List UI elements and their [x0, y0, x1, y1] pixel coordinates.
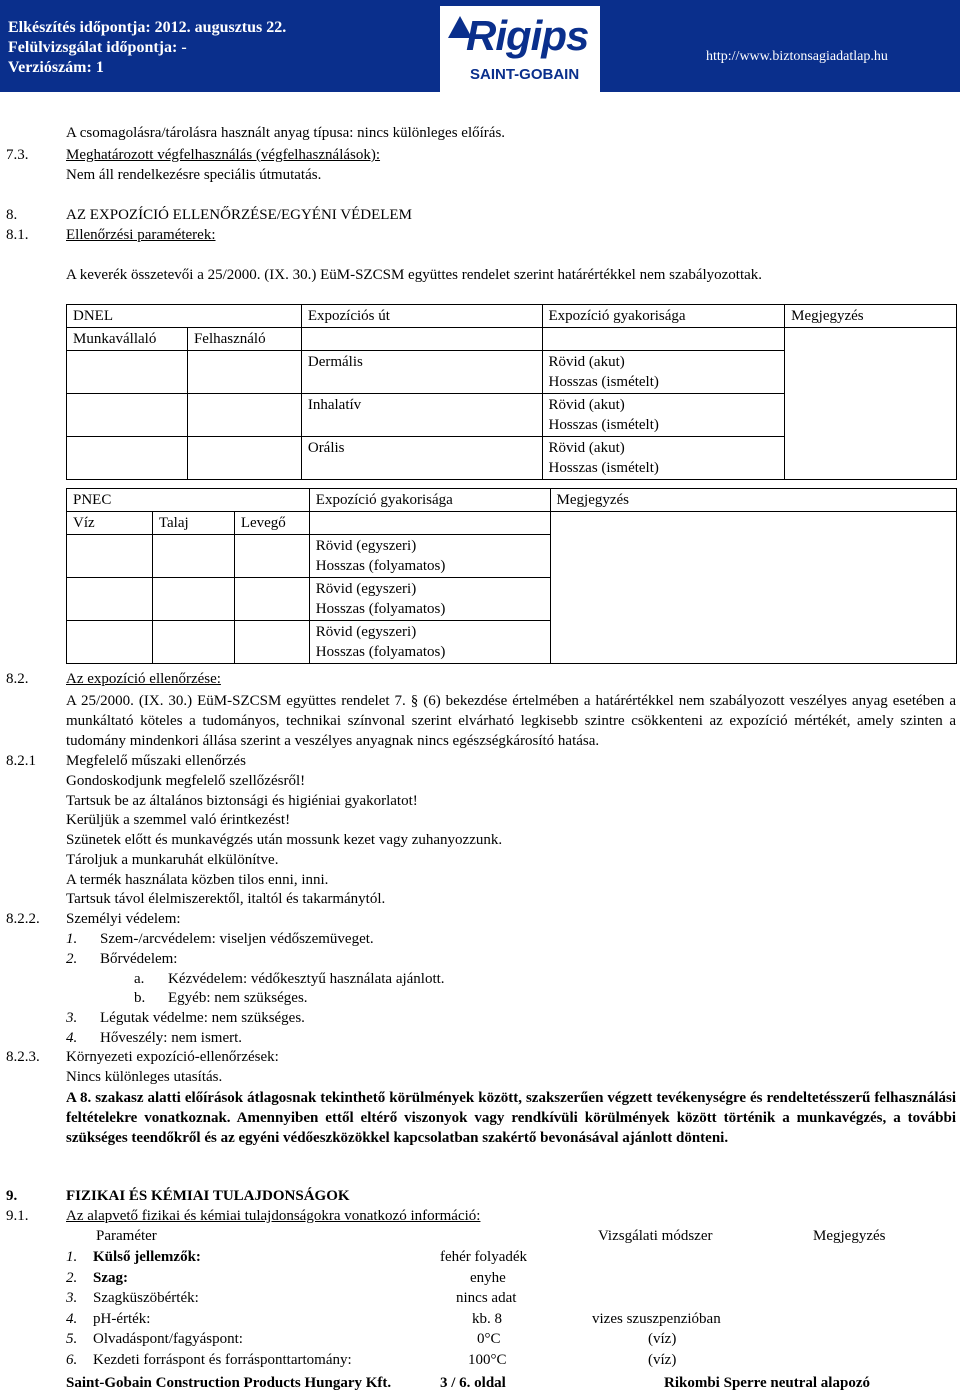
section-8-2-number: 8.2. [6, 671, 29, 687]
property-name: Külső jellemzők: [93, 1249, 201, 1265]
pnec-air-cell [234, 535, 309, 578]
section-8-1-title: Ellenőrzési paraméterek: [66, 227, 216, 243]
section-8-number: 8. [6, 207, 18, 223]
pnec-water-cell [67, 578, 153, 621]
ppe-item: Kézvédelem: védőkesztyű használata ajánlott. [168, 971, 445, 987]
property-name: Olvadáspont/fagyáspont: [93, 1331, 243, 1347]
property-method: (víz) [648, 1352, 677, 1368]
ppe-item: Bőrvédelem: [100, 951, 178, 967]
website-link[interactable]: http://www.biztonsagiadatlap.hu [706, 49, 888, 64]
dnel-route-cell: Dermális [301, 351, 542, 394]
list-item: Kerüljük a szemmel való érintkezést! [66, 812, 291, 828]
pnec-water-header: Víz [67, 512, 153, 535]
section-8-2-text: A 25/2000. (IX. 30.) EüM-SZCSM együttes rendelet 7. § (6) bekezdése értelmében a határértékkel nem szabályozott veszélyes anyag esetében a munkáltató köteles a tudományos, technikai színvonal szerint elvárható legkisebb szintre csökkenteni az expozíció mértékét, amely szinten a tudomány mindenkori állása szerint a veszélyes anyagnak nincs egészségkárosító hatása. [66, 693, 956, 749]
pnec-note-cell [550, 512, 956, 664]
property-number: 6. [66, 1352, 78, 1368]
dnel-route-cell: Inhalatív [301, 394, 542, 437]
dnel-note-header: Megjegyzés [785, 305, 957, 328]
list-item: Tároljuk a munkaruhát elkülönítve. [66, 852, 279, 868]
list-item: Tartsuk be az általános biztonsági és higiéniai gyakorlatot! [66, 793, 418, 809]
pnec-soil-cell [152, 535, 234, 578]
section-7-3-number: 7.3. [6, 147, 29, 163]
section-8-bold-note: A 8. szakasz alatti előírások átlagosnak tekinthető körülmények között, szakszerűen végzett tevékenységre és rendeltetésszerű felhasználási feltételekre vonatkoznak. Amennyiben ettől eltérő viszonyok vagy rendkívüli körülmények között történik a munkavégzés, a további szükséges teendőkről és az egyéni védőeszközökkel kapcsolatban szakértő bevonásával ajánlott dönteni. [66, 1090, 956, 1146]
property-name: Kezdeti forráspont és forrásponttartomány: [93, 1352, 352, 1368]
property-number: 4. [66, 1311, 78, 1327]
footer-company: Saint-Gobain Construction Products Hungary Kft. [66, 1375, 392, 1391]
dnel-frequency-header: Expozíció gyakorisága [542, 305, 785, 328]
section-8-1-number: 8.1. [6, 227, 29, 243]
property-value: kb. 8 [472, 1311, 502, 1327]
dnel-user-cell [187, 394, 301, 437]
logo-text: Rigips [466, 12, 589, 59]
pnec-air-header: Levegő [234, 512, 309, 535]
section-8-2-1-title: Megfelelő műszaki ellenőrzés [66, 753, 246, 769]
pnec-table [66, 488, 957, 664]
property-name: Szag: [93, 1270, 128, 1286]
section-8-2-3-text: Nincs különleges utasítás. [66, 1069, 223, 1085]
dnel-frequency-cell: Rövid (akut) Hosszas (ismételt) [542, 394, 785, 437]
pnec-air-cell [234, 621, 309, 664]
pnec-frequency-header: Expozíció gyakorisága [309, 489, 550, 512]
pnec-water-cell [67, 535, 153, 578]
section-9-title: FIZIKAI ÉS KÉMIAI TULAJDONSÁGOK [66, 1188, 350, 1204]
property-name: Szagküszöbérték: [93, 1290, 199, 1306]
pnec-soil-header: Talaj [152, 512, 234, 535]
property-number: 3. [66, 1290, 78, 1306]
property-method: vizes szuszpenzióban [592, 1311, 721, 1327]
dnel-note-cell [785, 328, 957, 480]
property-name: pH-érték: [93, 1311, 151, 1327]
dnel-route-cell: Orális [301, 437, 542, 480]
dnel-worker-cell [67, 351, 188, 394]
logo-subtext: SAINT-GOBAIN [470, 66, 580, 83]
list-item: Szünetek előtt és munkavégzés után mossunk kezet vagy zuhanyozzunk. [66, 832, 503, 848]
property-number: 2. [66, 1270, 78, 1286]
dnel-table [66, 304, 957, 480]
footer-page-number: 3 / 6. oldal [440, 1375, 506, 1391]
list-item: A termék használata közben tilos enni, inni. [66, 872, 329, 888]
section-9-1-number: 9.1. [6, 1208, 29, 1224]
pnec-soil-cell [152, 578, 234, 621]
dnel-empty-cell [301, 328, 542, 351]
list-item: Tartsuk távol élelmiszerektől, italtól és takarmánytól. [66, 891, 386, 907]
list-item: Gondoskodjunk megfelelő szellőzésről! [66, 773, 306, 789]
ppe-number: 3. [66, 1010, 78, 1026]
section-8-2-2-title: Személyi védelem: [66, 911, 181, 927]
property-value: enyhe [470, 1270, 506, 1286]
packaging-text: A csomagolásra/tárolásra használt anyag típusa: nincs különleges előírás. [66, 125, 506, 141]
property-value: 0°C [477, 1331, 501, 1347]
section-8-1-text: A keverék összetevői a 25/2000. (IX. 30.) EüM-SZCSM együttes rendelet szerint határértékkel nem szabályozottak. [66, 267, 763, 283]
pnec-title: PNEC [67, 489, 310, 512]
pnec-frequency-cell: Rövid (egyszeri) Hosszas (folyamatos) [309, 621, 550, 664]
dnel-empty-cell [542, 328, 785, 351]
dnel-user-header: Felhasználó [187, 328, 301, 351]
section-9-number: 9. [6, 1188, 18, 1204]
note-header: Megjegyzés [813, 1228, 886, 1244]
dnel-user-cell [187, 437, 301, 480]
ppe-number: 2. [66, 951, 78, 967]
ppe-item: Hőveszély: nem ismert. [100, 1030, 243, 1046]
pnec-air-cell [234, 578, 309, 621]
pnec-frequency-cell: Rövid (egyszeri) Hosszas (folyamatos) [309, 535, 550, 578]
property-number: 5. [66, 1331, 78, 1347]
property-value: 100°C [468, 1352, 507, 1368]
pnec-empty-cell [309, 512, 550, 535]
section-8-2-3-number: 8.2.3. [6, 1049, 40, 1065]
dnel-worker-cell [67, 394, 188, 437]
ppe-item: Légutak védelme: nem szükséges. [100, 1010, 305, 1026]
section-7-3-title: Meghatározott végfelhasználás (végfelhasználások): [66, 147, 381, 163]
section-9-1-title: Az alapvető fizikai és kémiai tulajdonságokra vonatkozó információ: [66, 1208, 481, 1224]
section-8-2-2-number: 8.2.2. [6, 911, 40, 927]
dnel-worker-header: Munkavállaló [67, 328, 188, 351]
pnec-frequency-cell: Rövid (egyszeri) Hosszas (folyamatos) [309, 578, 550, 621]
review-date: Felülvizsgálat időpontja: - [8, 39, 187, 56]
version-number: Verziószám: 1 [8, 59, 104, 76]
footer-product: Rikombi Sperre neutral alapozó [664, 1375, 870, 1391]
section-8-2-3-title: Környezeti expozíció-ellenőrzések: [66, 1049, 279, 1065]
ppe-number: b. [134, 990, 146, 1006]
section-7-3-text: Nem áll rendelkezésre speciális útmutatás. [66, 167, 322, 183]
dnel-frequency-cell: Rövid (akut) Hosszas (ismételt) [542, 351, 785, 394]
dnel-user-cell [187, 351, 301, 394]
section-8-2-1-number: 8.2.1 [6, 753, 36, 769]
dnel-worker-cell [67, 437, 188, 480]
pnec-note-header: Megjegyzés [550, 489, 956, 512]
ppe-number: 4. [66, 1030, 78, 1046]
ppe-item: Szem-/arcvédelem: viseljen védőszemüveget. [100, 931, 374, 947]
ppe-number: 1. [66, 931, 78, 947]
method-header: Vizsgálati módszer [598, 1228, 713, 1244]
property-method: (víz) [648, 1331, 677, 1347]
prepared-date: Elkészítés időpontja: 2012. augusztus 22. [8, 19, 287, 36]
property-number: 1. [66, 1249, 78, 1265]
ppe-number: a. [134, 971, 145, 987]
pnec-soil-cell [152, 621, 234, 664]
pnec-water-cell [67, 621, 153, 664]
property-value: nincs adat [456, 1290, 517, 1306]
section-8-2-title: Az expozíció ellenőrzése: [66, 671, 221, 687]
ppe-item: Egyéb: nem szükséges. [168, 990, 308, 1006]
dnel-frequency-cell: Rövid (akut) Hosszas (ismételt) [542, 437, 785, 480]
param-header: Paraméter [96, 1228, 157, 1244]
dnel-route-header: Expozíciós út [301, 305, 542, 328]
section-8-title: AZ EXPOZÍCIÓ ELLENŐRZÉSE/EGYÉNI VÉDELEM [66, 207, 412, 223]
property-value: fehér folyadék [440, 1249, 528, 1265]
rigips-logo [440, 6, 600, 92]
dnel-title: DNEL [67, 305, 302, 328]
